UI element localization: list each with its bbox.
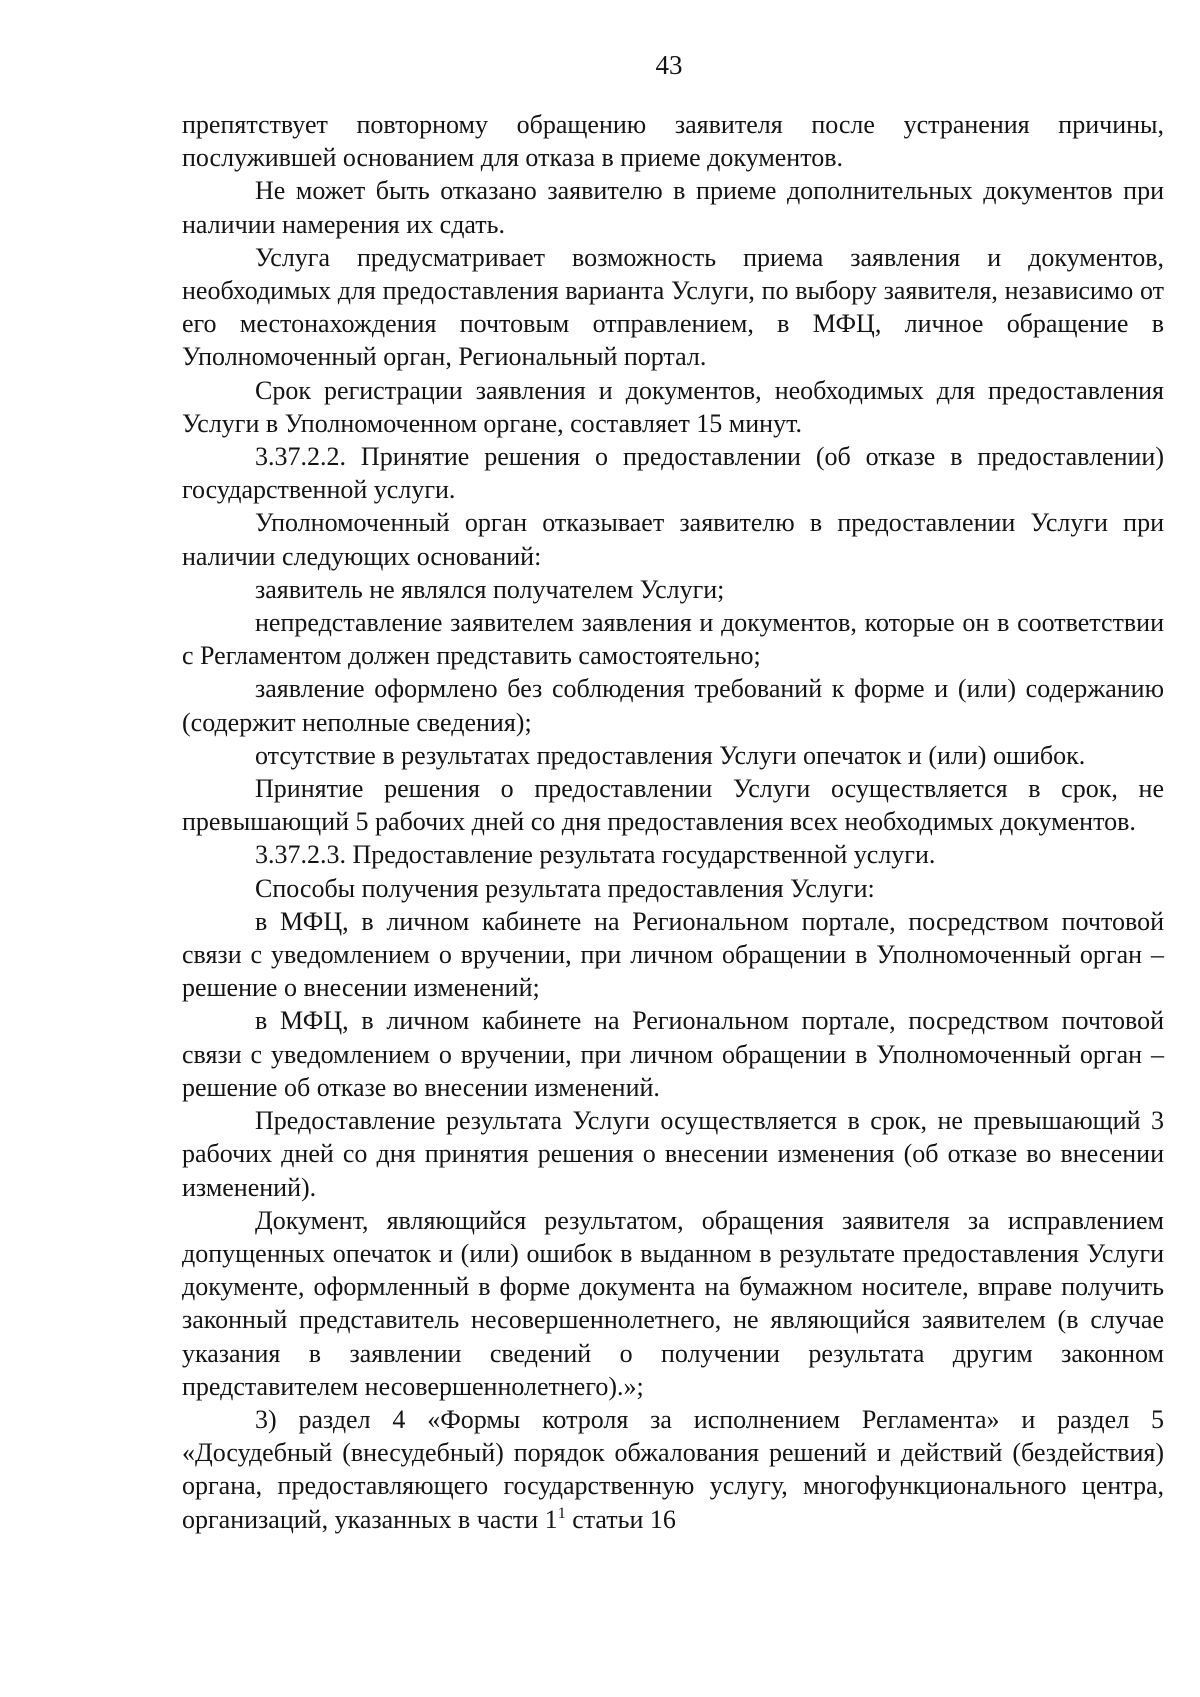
- paragraph: в МФЦ, в личном кабинете на Региональном портале, посредством почтовой связи с уведомлением о вручении, при личном обращении в Уполномоченный орган – решение об отказе во внесении изменений.: [182, 1006, 1164, 1102]
- paragraph: Документ, являющийся результатом, обращения заявителя за исправлением допущенных опечаток и (или) ошибок в выданном в результате предоставления Услуги документе, оформленный в форме документа на бумажном носителе, вправе получить законный представитель несовершеннолетнего, не являющийся заявителем (в случае указания в заявлении сведений о получении результата другим законном представителем несовершеннолетнего).»;: [182, 1205, 1164, 1401]
- paragraph: 3.37.2.2. Принятие решения о предоставлении (об отказе в предоставлении) государственной услуги.: [182, 442, 1164, 505]
- paragraph: Способы получения результата предоставления Услуги:: [255, 873, 875, 903]
- paragraph: Услуга предусматривает возможность приема заявления и документов, необходимых для предоставления варианта Услуги, по выбору заявителя, независимо от его местонахождения почтовым отправлением, в МФЦ, личное обращение в Уполномоченный орган, Региональный портал.: [182, 242, 1164, 372]
- superscript: 1: [557, 1504, 566, 1522]
- paragraph: 3.37.2.3. Предоставление результата государственной услуги.: [255, 840, 936, 870]
- paragraph: Срок регистрации заявления и документов, необходимых для предоставления Услуги в Уполномоченном органе, составляет 15 минут.: [182, 375, 1164, 438]
- page-number: 43: [655, 50, 683, 80]
- paragraph-last-tail: статьи 16: [565, 1504, 676, 1534]
- document-body: [182, 108, 1164, 1536]
- paragraph-last: [182, 1403, 1164, 1536]
- paragraph: заявитель не являлся получателем Услуги;: [255, 574, 725, 604]
- paragraph: заявление оформлено без соблюдения требований к форме и (или) содержанию (содержит неполные сведения);: [182, 674, 1164, 737]
- paragraph-last-text: 3) раздел 4 «Формы котроля за исполнением Регламента» и раздел 5 «Досудебный (внесудебный) порядок обжалования решений и действий (бездействия) органа, предоставляющего государственную услугу, многофункционального центра, организаций, указанных в части 1: [182, 1404, 1164, 1534]
- paragraph: Уполномоченный орган отказывает заявителю в предоставлении Услуги при наличии следующих оснований:: [182, 508, 1164, 571]
- paragraph: отсутствие в результатах предоставления Услуги опечаток и (или) ошибок.: [255, 740, 1086, 770]
- paragraph: непредставление заявителем заявления и документов, которые он в соответствии с Регламентом должен представить самостоятельно;: [182, 608, 1164, 671]
- paragraph: Предоставление результата Услуги осуществляется в срок, не превышающий 3 рабочих дней со дня принятия решения о внесении изменения (об отказе во внесении изменений).: [182, 1106, 1164, 1202]
- paragraph: препятствует повторному обращению заявителя после устранения причины, послужившей основанием для отказа в приеме документов.: [182, 110, 1164, 173]
- paragraph: Принятие решения о предоставлении Услуги осуществляется в срок, не превышающий 5 рабочих дней со дня предоставления всех необходимых документов.: [182, 774, 1164, 837]
- paragraph: в МФЦ, в личном кабинете на Региональном портале, посредством почтовой связи с уведомлением о вручении, при личном обращении в Уполномоченный орган – решение о внесении изменений;: [182, 906, 1164, 1003]
- paragraph: Не может быть отказано заявителю в приеме дополнительных документов при наличии намерения их сдать.: [182, 176, 1164, 239]
